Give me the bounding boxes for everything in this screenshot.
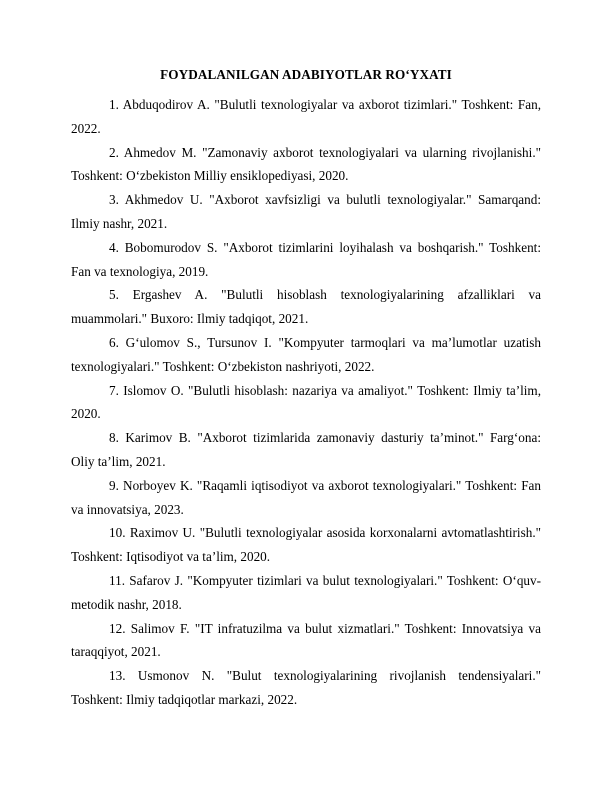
reference-list [71, 93, 541, 712]
reference-item: 7. Islomov O. "Bulutli hisoblash: nazariya va amaliyot." Toshkent: Ilmiy ta’lim, 2020. [71, 382, 541, 422]
reference-item: 3. Akhmedov U. "Axborot xavfsizligi va bulutli texnologiyalar." Samarqand: Ilmiy nashr, 2021. [71, 192, 541, 231]
reference-item: 12. Salimov F. "IT infratuzilma va bulut xizmatlari." Toshkent: Innovatsiya va taraqqiyot, 2021. [71, 620, 541, 660]
reference-item: 1. Abduqodirov A. "Bulutli texnologiyalar va axborot tizimlari." Toshkent: Fan, 2022. [71, 97, 541, 136]
reference-item: 2. Ahmedov M. "Zamonaviy axborot texnologiyalari va ularning rivojlanishi." Toshkent: O‘zbekiston Milliy ensiklopediyasi, 2020. [71, 144, 541, 184]
page-title: FOYDALANILGAN ADABIYOTLAR RO‘YXATI [160, 67, 452, 82]
reference-item: 11. Safarov J. "Kompyuter tizimlari va bulut texnologiyalari." Toshkent: O‘quv-metodik nashr, 2018. [71, 572, 541, 612]
reference-item: 5. Ergashev A. "Bulutli hisoblash texnologiyalarining afzalliklari va muammolari." Buxoro: Ilmiy tadqiqot, 2021. [71, 287, 541, 327]
reference-item: 10. Raximov U. "Bulutli texnologiyalar asosida korxonalarni avtomatlashtirish." Toshkent: Iqtisodiyot va ta’lim, 2020. [71, 525, 541, 565]
reference-item: 8. Karimov B. "Axborot tizimlarida zamonaviy dasturiy ta’minot." Farg‘ona: Oliy ta’lim, 2021. [71, 430, 541, 469]
reference-item: 4. Bobomurodov S. "Axborot tizimlarini loyihalash va boshqarish." Toshkent: Fan va texnologiya, 2019. [71, 239, 541, 279]
reference-item: 6. G‘ulomov S., Tursunov I. "Kompyuter tarmoqlari va ma’lumotlar uzatish texnologiyalari." Toshkent: O‘zbekiston nashriyoti, 2022. [71, 334, 541, 374]
reference-item: 9. Norboyev K. "Raqamli iqtisodiyot va axborot texnologiyalari." Toshkent: Fan va innovatsiya, 2023. [71, 477, 541, 517]
reference-item: 13. Usmonov N. "Bulut texnologiyalarining rivojlanish tendensiyalari." Toshkent: Ilmiy tadqiqotlar markazi, 2022. [71, 668, 541, 707]
